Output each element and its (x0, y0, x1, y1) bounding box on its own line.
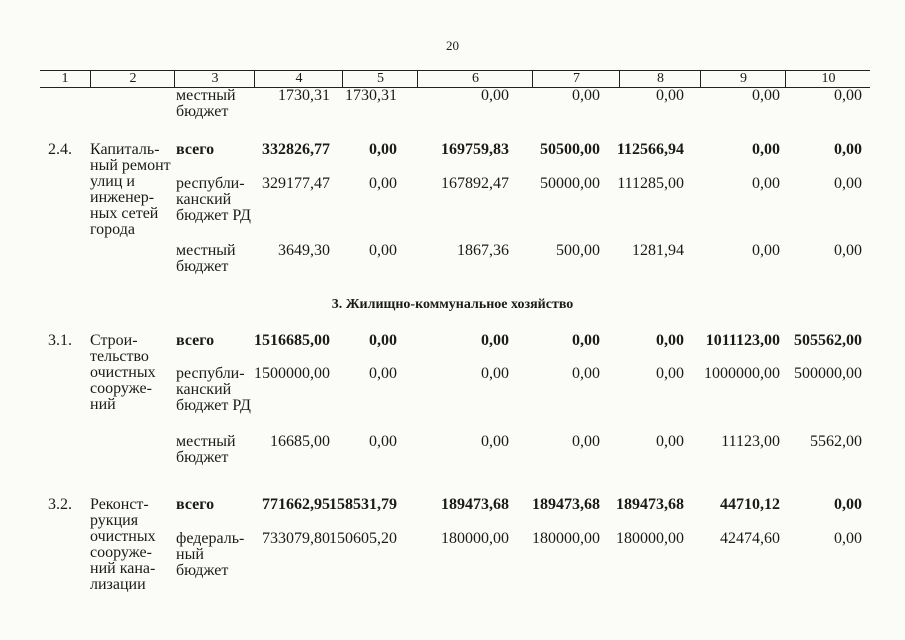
value-cell: 0,00 (752, 141, 780, 158)
value-cell: 180000,00 (532, 530, 600, 547)
row-name: Капиталь- ный ремонт улиц и инженер- ных сетей города (90, 141, 171, 238)
header-col-7: 7 (532, 71, 620, 87)
table-header (40, 70, 870, 88)
value-cell: 0,00 (834, 242, 862, 259)
value-cell: 0,00 (572, 87, 600, 104)
value-cell: 189473,68 (532, 496, 600, 513)
row-number: 2.4. (48, 141, 72, 158)
value-cell: 0,00 (656, 87, 684, 104)
value-cell: 44710,12 (720, 496, 780, 513)
value-cell: 733079,80 (262, 530, 330, 547)
value-cell: 0,00 (481, 87, 509, 104)
header-col-4: 4 (254, 71, 343, 87)
value-cell: 0,00 (656, 332, 684, 349)
value-cell: 0,00 (481, 433, 509, 450)
funding-source: местный бюджет (176, 433, 236, 466)
value-cell: 158531,79 (329, 496, 397, 513)
value-cell: 0,00 (834, 141, 862, 158)
header-col-5: 5 (342, 71, 418, 87)
value-cell: 1000000,00 (704, 365, 780, 382)
value-cell: 180000,00 (441, 530, 509, 547)
row-number: 3.1. (48, 332, 72, 349)
funding-source: федераль- ный бюджет (176, 530, 245, 579)
value-cell: 1730,31 (345, 87, 397, 104)
value-cell: 16685,00 (270, 433, 330, 450)
value-cell: 0,00 (834, 530, 862, 547)
row-name: Строи- тельство очистных сооруже- ний (90, 332, 156, 413)
funding-source: местный бюджет (176, 242, 236, 275)
value-cell: 0,00 (572, 433, 600, 450)
value-cell: 169759,83 (441, 141, 509, 158)
header-col-3: 3 (174, 71, 255, 87)
value-cell: 0,00 (752, 242, 780, 259)
value-cell: 0,00 (369, 141, 397, 158)
value-cell: 500000,00 (794, 365, 862, 382)
value-cell: 1516685,00 (254, 332, 330, 349)
value-cell: 500,00 (556, 242, 600, 259)
header-col-2: 2 (90, 71, 175, 87)
value-cell: 0,00 (834, 175, 862, 192)
value-cell: 0,00 (369, 175, 397, 192)
funding-source: всего (176, 141, 215, 158)
value-cell: 50500,00 (540, 141, 600, 158)
value-cell: 1730,31 (278, 87, 330, 104)
header-col-1: 1 (61, 71, 69, 86)
value-cell: 0,00 (369, 242, 397, 259)
value-cell: 329177,47 (262, 175, 330, 192)
value-cell: 11123,00 (721, 433, 780, 450)
value-cell: 505562,00 (794, 332, 862, 349)
value-cell: 0,00 (369, 365, 397, 382)
value-cell: 0,00 (656, 365, 684, 382)
page-number: 20 (446, 38, 459, 53)
value-cell: 150605,20 (329, 530, 397, 547)
value-cell: 1011123,00 (705, 332, 780, 349)
value-cell: 0,00 (481, 332, 509, 349)
value-cell: 0,00 (572, 365, 600, 382)
value-cell: 0,00 (481, 365, 509, 382)
header-col-8: 8 (619, 71, 701, 87)
funding-source: республи- канский бюджет РД (176, 175, 251, 224)
value-cell: 167892,47 (441, 175, 509, 192)
value-cell: 189473,68 (616, 496, 684, 513)
header-col-6: 6 (417, 71, 533, 87)
value-cell: 0,00 (656, 433, 684, 450)
value-cell: 0,00 (834, 87, 862, 104)
funding-source: всего (176, 332, 215, 349)
header-col-9: 9 (700, 71, 786, 87)
value-cell: 1281,94 (632, 242, 684, 259)
row-number: 3.2. (48, 496, 72, 513)
value-cell: 111285,00 (617, 175, 684, 192)
funding-source: всего (176, 496, 215, 513)
value-cell: 3649,30 (278, 242, 330, 259)
value-cell: 50000,00 (540, 175, 600, 192)
value-cell: 0,00 (834, 496, 862, 513)
value-cell: 0,00 (752, 87, 780, 104)
section-heading: 3. Жилищно-коммунальное хозяйство (331, 297, 574, 312)
value-cell: 1867,36 (457, 242, 509, 259)
value-cell: 0,00 (572, 332, 600, 349)
value-cell: 1500000,00 (254, 365, 330, 382)
value-cell: 42474,60 (720, 530, 780, 547)
value-cell: 771662,95 (262, 496, 330, 513)
value-cell: 0,00 (369, 433, 397, 450)
value-cell: 0,00 (752, 175, 780, 192)
header-col-10: 10 (785, 71, 871, 87)
value-cell: 5562,00 (810, 433, 862, 450)
value-cell: 332826,77 (262, 141, 330, 158)
value-cell: 112566,94 (616, 141, 684, 158)
value-cell: 180000,00 (616, 530, 684, 547)
funding-source: местный бюджет (176, 87, 236, 120)
funding-source: республи- канский бюджет РД (176, 365, 251, 414)
row-name: Реконст- рукция очистных сооруже- ний кана- лизации (90, 496, 156, 593)
value-cell: 189473,68 (441, 496, 509, 513)
value-cell: 0,00 (369, 332, 397, 349)
